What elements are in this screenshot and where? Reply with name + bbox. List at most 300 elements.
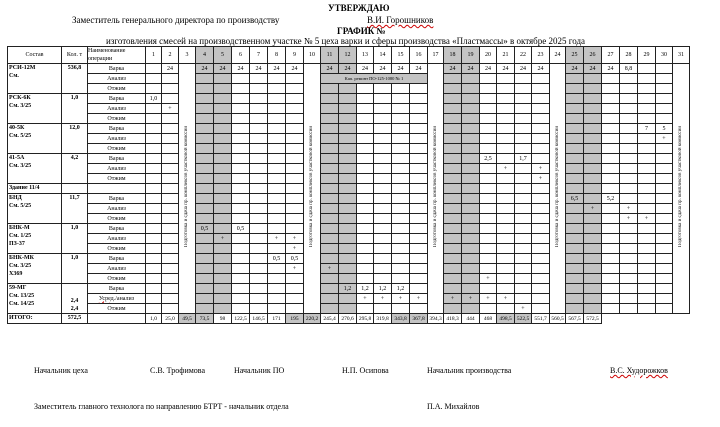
day-cell <box>162 74 179 84</box>
table-row <box>8 264 690 274</box>
day-cell <box>339 154 357 164</box>
day-cell <box>462 94 480 104</box>
day-cell: 24 <box>566 64 584 74</box>
day-cell <box>602 184 620 194</box>
day-cell <box>196 204 214 214</box>
total-day-22: 444 <box>462 314 480 324</box>
day-cell <box>357 114 374 124</box>
day-cell <box>480 84 497 94</box>
day-cell <box>410 244 428 254</box>
day-cell <box>532 294 550 304</box>
day-cell <box>602 104 620 114</box>
day-cell: 24 <box>162 64 179 74</box>
day-header-19: 19 <box>462 47 480 64</box>
day-cell <box>532 204 550 214</box>
day-cell: + <box>286 234 304 244</box>
day-cell <box>196 254 214 264</box>
day-cell <box>339 94 357 104</box>
day-cell: 1,2 <box>392 284 410 294</box>
day-cell <box>162 94 179 104</box>
day-cell <box>146 284 162 294</box>
day-cell <box>162 114 179 124</box>
day-cell <box>638 234 656 244</box>
day-cell <box>146 224 162 234</box>
day-cell <box>620 224 638 234</box>
day-cell <box>410 154 428 164</box>
day-cell <box>444 284 462 294</box>
day-cell: 24 <box>286 64 304 74</box>
deputy-title: Заместитель генерального директора по производству <box>72 15 280 25</box>
day-cell <box>444 84 462 94</box>
day-cell <box>566 164 584 174</box>
day-cell <box>480 174 497 184</box>
day-cell <box>286 114 304 124</box>
day-cell <box>602 74 620 84</box>
day-cell: 24 <box>480 64 497 74</box>
day-cell <box>268 154 286 164</box>
day-cell <box>515 124 532 134</box>
day-cell <box>286 174 304 184</box>
day-cell <box>232 304 250 314</box>
day-cell <box>146 294 162 304</box>
day-cell <box>196 234 214 244</box>
day-cell <box>268 134 286 144</box>
day-cell <box>196 104 214 114</box>
day-cell: 0,5 <box>196 224 214 234</box>
day-cell <box>497 74 515 84</box>
day-cell <box>162 284 179 294</box>
day-cell <box>515 264 532 274</box>
day-cell <box>656 164 673 174</box>
composition-name: БНК-МК См. 3/25 Х369 <box>8 254 62 284</box>
composition-qty: 536,8 <box>62 64 88 94</box>
composition-name: РСК-6К См. 3/25 <box>8 94 62 124</box>
day-cell <box>480 134 497 144</box>
day-cell <box>620 244 638 254</box>
day-cell <box>584 304 602 314</box>
day-cell <box>515 244 532 254</box>
total-day-14: 270,6 <box>339 314 357 324</box>
day-cell <box>638 264 656 274</box>
day-cell <box>392 144 410 154</box>
prod-head-name-text: В.С. Худорожков <box>610 366 668 375</box>
day-cell <box>268 224 286 234</box>
day-cell <box>214 204 232 214</box>
day-cell: 24 <box>232 64 250 74</box>
day-cell <box>602 204 620 214</box>
day-cell <box>374 254 392 264</box>
day-cell <box>620 74 638 84</box>
day-cell <box>357 144 374 154</box>
day-cell: + <box>480 294 497 304</box>
day-cell <box>214 114 232 124</box>
approve-heading: УТВЕРЖДАЮ <box>328 3 390 13</box>
composition-name: 59-МГ См. 13/25 См. 14/25 <box>8 284 62 314</box>
composition-qty: 12,0 <box>62 124 88 154</box>
day-cell <box>532 264 550 274</box>
composition-name: БНД См. 5/25 <box>8 194 62 224</box>
day-cell <box>532 214 550 224</box>
day-cell <box>374 104 392 114</box>
day-cell <box>339 84 357 94</box>
day-cell <box>532 284 550 294</box>
day-cell <box>656 74 673 84</box>
day-cell <box>410 84 428 94</box>
composition-qty: 1,0 <box>62 94 88 124</box>
day-cell <box>374 114 392 124</box>
day-header-22: 22 <box>515 47 532 64</box>
day-cell <box>462 134 480 144</box>
day-cell <box>339 184 357 194</box>
day-cell <box>497 304 515 314</box>
day-cell: + <box>584 204 602 214</box>
day-cell <box>321 214 339 224</box>
day-cell <box>232 284 250 294</box>
day-cell <box>146 214 162 224</box>
day-cell <box>232 154 250 164</box>
day-cell <box>444 154 462 164</box>
header-row <box>8 47 690 64</box>
day-cell <box>374 244 392 254</box>
day-cell: 24 <box>321 64 339 74</box>
day-cell <box>444 244 462 254</box>
day-cell <box>374 234 392 244</box>
day-cell <box>196 134 214 144</box>
day-cell <box>214 304 232 314</box>
day-cell <box>232 174 250 184</box>
day-cell <box>515 214 532 224</box>
day-cell: 2,5 <box>480 154 497 164</box>
day-cell <box>321 84 339 94</box>
day-cell <box>357 134 374 144</box>
header-qty: Кол. т <box>62 47 88 64</box>
day-cell <box>620 124 638 134</box>
day-cell <box>410 124 428 134</box>
day-cell <box>497 284 515 294</box>
day-cell: 24 <box>584 64 602 74</box>
total-day-29: 567,5 <box>566 314 584 324</box>
composition-qty: 4,2 <box>62 154 88 184</box>
day-cell <box>374 164 392 174</box>
day-cell <box>339 144 357 154</box>
day-cell <box>286 214 304 224</box>
operation-name: Анализ <box>88 264 146 274</box>
day-cell <box>250 234 268 244</box>
day-cell <box>656 144 673 154</box>
section-label: Здание 11/4 <box>8 184 62 194</box>
day-cell <box>146 244 162 254</box>
total-label: ИТОГО: <box>8 314 62 324</box>
day-cell <box>321 184 339 194</box>
day-cell: + <box>374 294 392 304</box>
day-cell <box>146 204 162 214</box>
day-cell <box>480 214 497 224</box>
day-cell <box>392 214 410 224</box>
day-cell <box>656 64 673 74</box>
day-cell <box>638 184 656 194</box>
day-cell: + <box>162 104 179 114</box>
day-header-25: 25 <box>566 47 584 64</box>
day-cell <box>497 84 515 94</box>
day-cell <box>286 134 304 144</box>
day-cell <box>515 114 532 124</box>
vertical-note-day-3 <box>179 64 196 314</box>
day-header-26: 26 <box>584 47 602 64</box>
total-day-11: 195 <box>286 314 304 324</box>
day-cell <box>232 74 250 84</box>
operation-name: Отжим <box>88 244 146 254</box>
day-cell: 24 <box>214 64 232 74</box>
day-cell <box>321 154 339 164</box>
day-cell <box>250 104 268 114</box>
day-header-18: 18 <box>444 47 462 64</box>
day-cell <box>602 114 620 124</box>
day-cell <box>638 164 656 174</box>
day-cell <box>162 144 179 154</box>
tech-deputy-title: Заместитель главного технолога по направлению БТРТ - начальник отдела <box>34 402 289 411</box>
day-cell <box>196 194 214 204</box>
day-cell <box>515 174 532 184</box>
day-cell <box>146 124 162 134</box>
day-cell <box>196 264 214 274</box>
day-cell <box>638 194 656 204</box>
day-cell <box>250 144 268 154</box>
day-cell <box>250 204 268 214</box>
day-cell <box>656 234 673 244</box>
vertical-note-text: Подготовка и сдача пр. комплексов участковой комиссии <box>184 126 189 248</box>
day-cell <box>196 154 214 164</box>
operation-name: Варка <box>88 154 146 164</box>
day-cell <box>268 204 286 214</box>
day-cell <box>392 274 410 284</box>
day-cell <box>584 124 602 134</box>
day-cell <box>620 254 638 264</box>
table-row <box>8 144 690 154</box>
day-cell <box>357 104 374 114</box>
day-header-12: 12 <box>339 47 357 64</box>
day-cell <box>497 244 515 254</box>
day-cell <box>410 144 428 154</box>
day-cell <box>268 264 286 274</box>
day-cell: + <box>444 294 462 304</box>
operation-name: Анализ <box>88 164 146 174</box>
day-cell <box>462 274 480 284</box>
day-cell <box>357 274 374 284</box>
day-header-21: 21 <box>497 47 515 64</box>
day-cell <box>250 294 268 304</box>
day-cell <box>656 224 673 234</box>
day-cell <box>462 74 480 84</box>
day-cell <box>462 234 480 244</box>
day-cell <box>515 204 532 214</box>
day-cell <box>286 294 304 304</box>
day-cell: + <box>392 294 410 304</box>
day-cell <box>146 274 162 284</box>
day-cell <box>638 294 656 304</box>
vertical-note-day-10 <box>304 64 321 314</box>
table-row <box>8 154 690 164</box>
day-cell <box>480 264 497 274</box>
day-cell <box>232 204 250 214</box>
day-header-13: 13 <box>357 47 374 64</box>
day-header-3: 3 <box>179 47 196 64</box>
day-cell <box>584 144 602 154</box>
day-cell <box>584 84 602 94</box>
day-cell <box>620 174 638 184</box>
day-cell <box>638 144 656 154</box>
day-header-30: 30 <box>656 47 673 64</box>
day-cell <box>444 264 462 274</box>
day-cell <box>444 184 462 194</box>
day-cell <box>232 144 250 154</box>
day-cell <box>584 294 602 304</box>
day-cell <box>214 84 232 94</box>
day-cell <box>339 254 357 264</box>
day-cell <box>232 294 250 304</box>
day-cell <box>410 114 428 124</box>
day-cell <box>357 194 374 204</box>
day-cell <box>532 94 550 104</box>
day-cell <box>357 254 374 264</box>
day-cell <box>321 274 339 284</box>
day-cell <box>638 244 656 254</box>
day-cell <box>566 124 584 134</box>
day-cell: + <box>497 294 515 304</box>
table-row <box>8 284 690 294</box>
day-cell <box>480 144 497 154</box>
day-cell: 6,5 <box>566 194 584 204</box>
day-cell <box>532 124 550 134</box>
day-cell <box>392 234 410 244</box>
day-cell <box>532 74 550 84</box>
day-cell <box>620 264 638 274</box>
day-cell <box>656 174 673 184</box>
day-cell <box>374 134 392 144</box>
day-header-28: 28 <box>620 47 638 64</box>
day-cell <box>321 284 339 294</box>
day-cell <box>374 94 392 104</box>
po-head-name: Н.П. Осипова <box>342 366 389 375</box>
table-row <box>8 174 690 184</box>
day-cell <box>497 104 515 114</box>
vertical-note-text: Подготовка и сдача пр. комплексов участковой комиссии <box>678 126 683 248</box>
operation-name: Отжим <box>88 174 146 184</box>
vertical-note-text: Подготовка и сдача пр. комплексов участковой комиссии <box>432 126 438 248</box>
day-cell: 24 <box>515 64 532 74</box>
day-cell <box>462 84 480 94</box>
day-cell <box>196 294 214 304</box>
day-header-20: 20 <box>480 47 497 64</box>
day-cell <box>656 274 673 284</box>
day-cell: + <box>515 304 532 314</box>
day-cell <box>444 94 462 104</box>
day-cell <box>357 224 374 234</box>
day-cell <box>444 304 462 314</box>
day-cell <box>232 134 250 144</box>
day-cell <box>444 124 462 134</box>
day-cell <box>620 274 638 284</box>
day-cell <box>286 154 304 164</box>
day-cell <box>566 244 584 254</box>
total-day-8: 146,5 <box>250 314 268 324</box>
day-cell <box>146 264 162 274</box>
day-cell <box>250 164 268 174</box>
table-row <box>8 124 690 134</box>
day-cell <box>196 304 214 314</box>
day-cell <box>532 134 550 144</box>
day-cell <box>638 154 656 164</box>
day-cell <box>602 264 620 274</box>
day-cell <box>146 104 162 114</box>
day-cell <box>162 294 179 304</box>
prod-head-title: Начальник производства <box>427 366 512 375</box>
table-row <box>8 274 690 284</box>
day-cell <box>268 244 286 254</box>
section-op <box>88 184 146 194</box>
day-cell <box>602 124 620 134</box>
day-cell <box>232 274 250 284</box>
day-cell <box>515 224 532 234</box>
operation-name: Анализ <box>88 134 146 144</box>
day-header-8: 8 <box>268 47 286 64</box>
day-cell <box>584 224 602 234</box>
day-cell <box>250 244 268 254</box>
operation-name: Варка <box>88 194 146 204</box>
day-cell <box>250 134 268 144</box>
day-cell: 1,7 <box>515 154 532 164</box>
day-cell <box>480 224 497 234</box>
day-cell <box>656 84 673 94</box>
day-cell <box>146 64 162 74</box>
day-cell <box>162 304 179 314</box>
day-cell <box>480 114 497 124</box>
day-cell <box>250 124 268 134</box>
day-cell <box>566 104 584 114</box>
day-cell <box>374 154 392 164</box>
day-cell <box>462 164 480 174</box>
day-cell: 5,2 <box>602 194 620 204</box>
day-cell <box>480 254 497 264</box>
day-cell <box>250 114 268 124</box>
day-cell: + <box>286 264 304 274</box>
day-cell <box>392 94 410 104</box>
day-cell <box>357 214 374 224</box>
day-cell <box>196 184 214 194</box>
day-cell <box>480 204 497 214</box>
day-cell <box>214 74 232 84</box>
day-cell <box>162 254 179 264</box>
day-cell <box>162 214 179 224</box>
day-cell: + <box>532 164 550 174</box>
day-cell: + <box>214 234 232 244</box>
day-cell <box>357 204 374 214</box>
operation-name: Варка <box>88 284 146 294</box>
day-cell <box>392 164 410 174</box>
day-cell <box>214 134 232 144</box>
day-cell <box>392 134 410 144</box>
day-cell <box>566 134 584 144</box>
day-cell <box>515 164 532 174</box>
day-cell <box>357 304 374 314</box>
day-cell <box>321 194 339 204</box>
day-cell <box>462 194 480 204</box>
day-cell: + <box>321 264 339 274</box>
day-cell <box>250 224 268 234</box>
day-cell <box>268 304 286 314</box>
day-cell <box>374 224 392 234</box>
day-cell <box>602 134 620 144</box>
day-cell <box>196 284 214 294</box>
